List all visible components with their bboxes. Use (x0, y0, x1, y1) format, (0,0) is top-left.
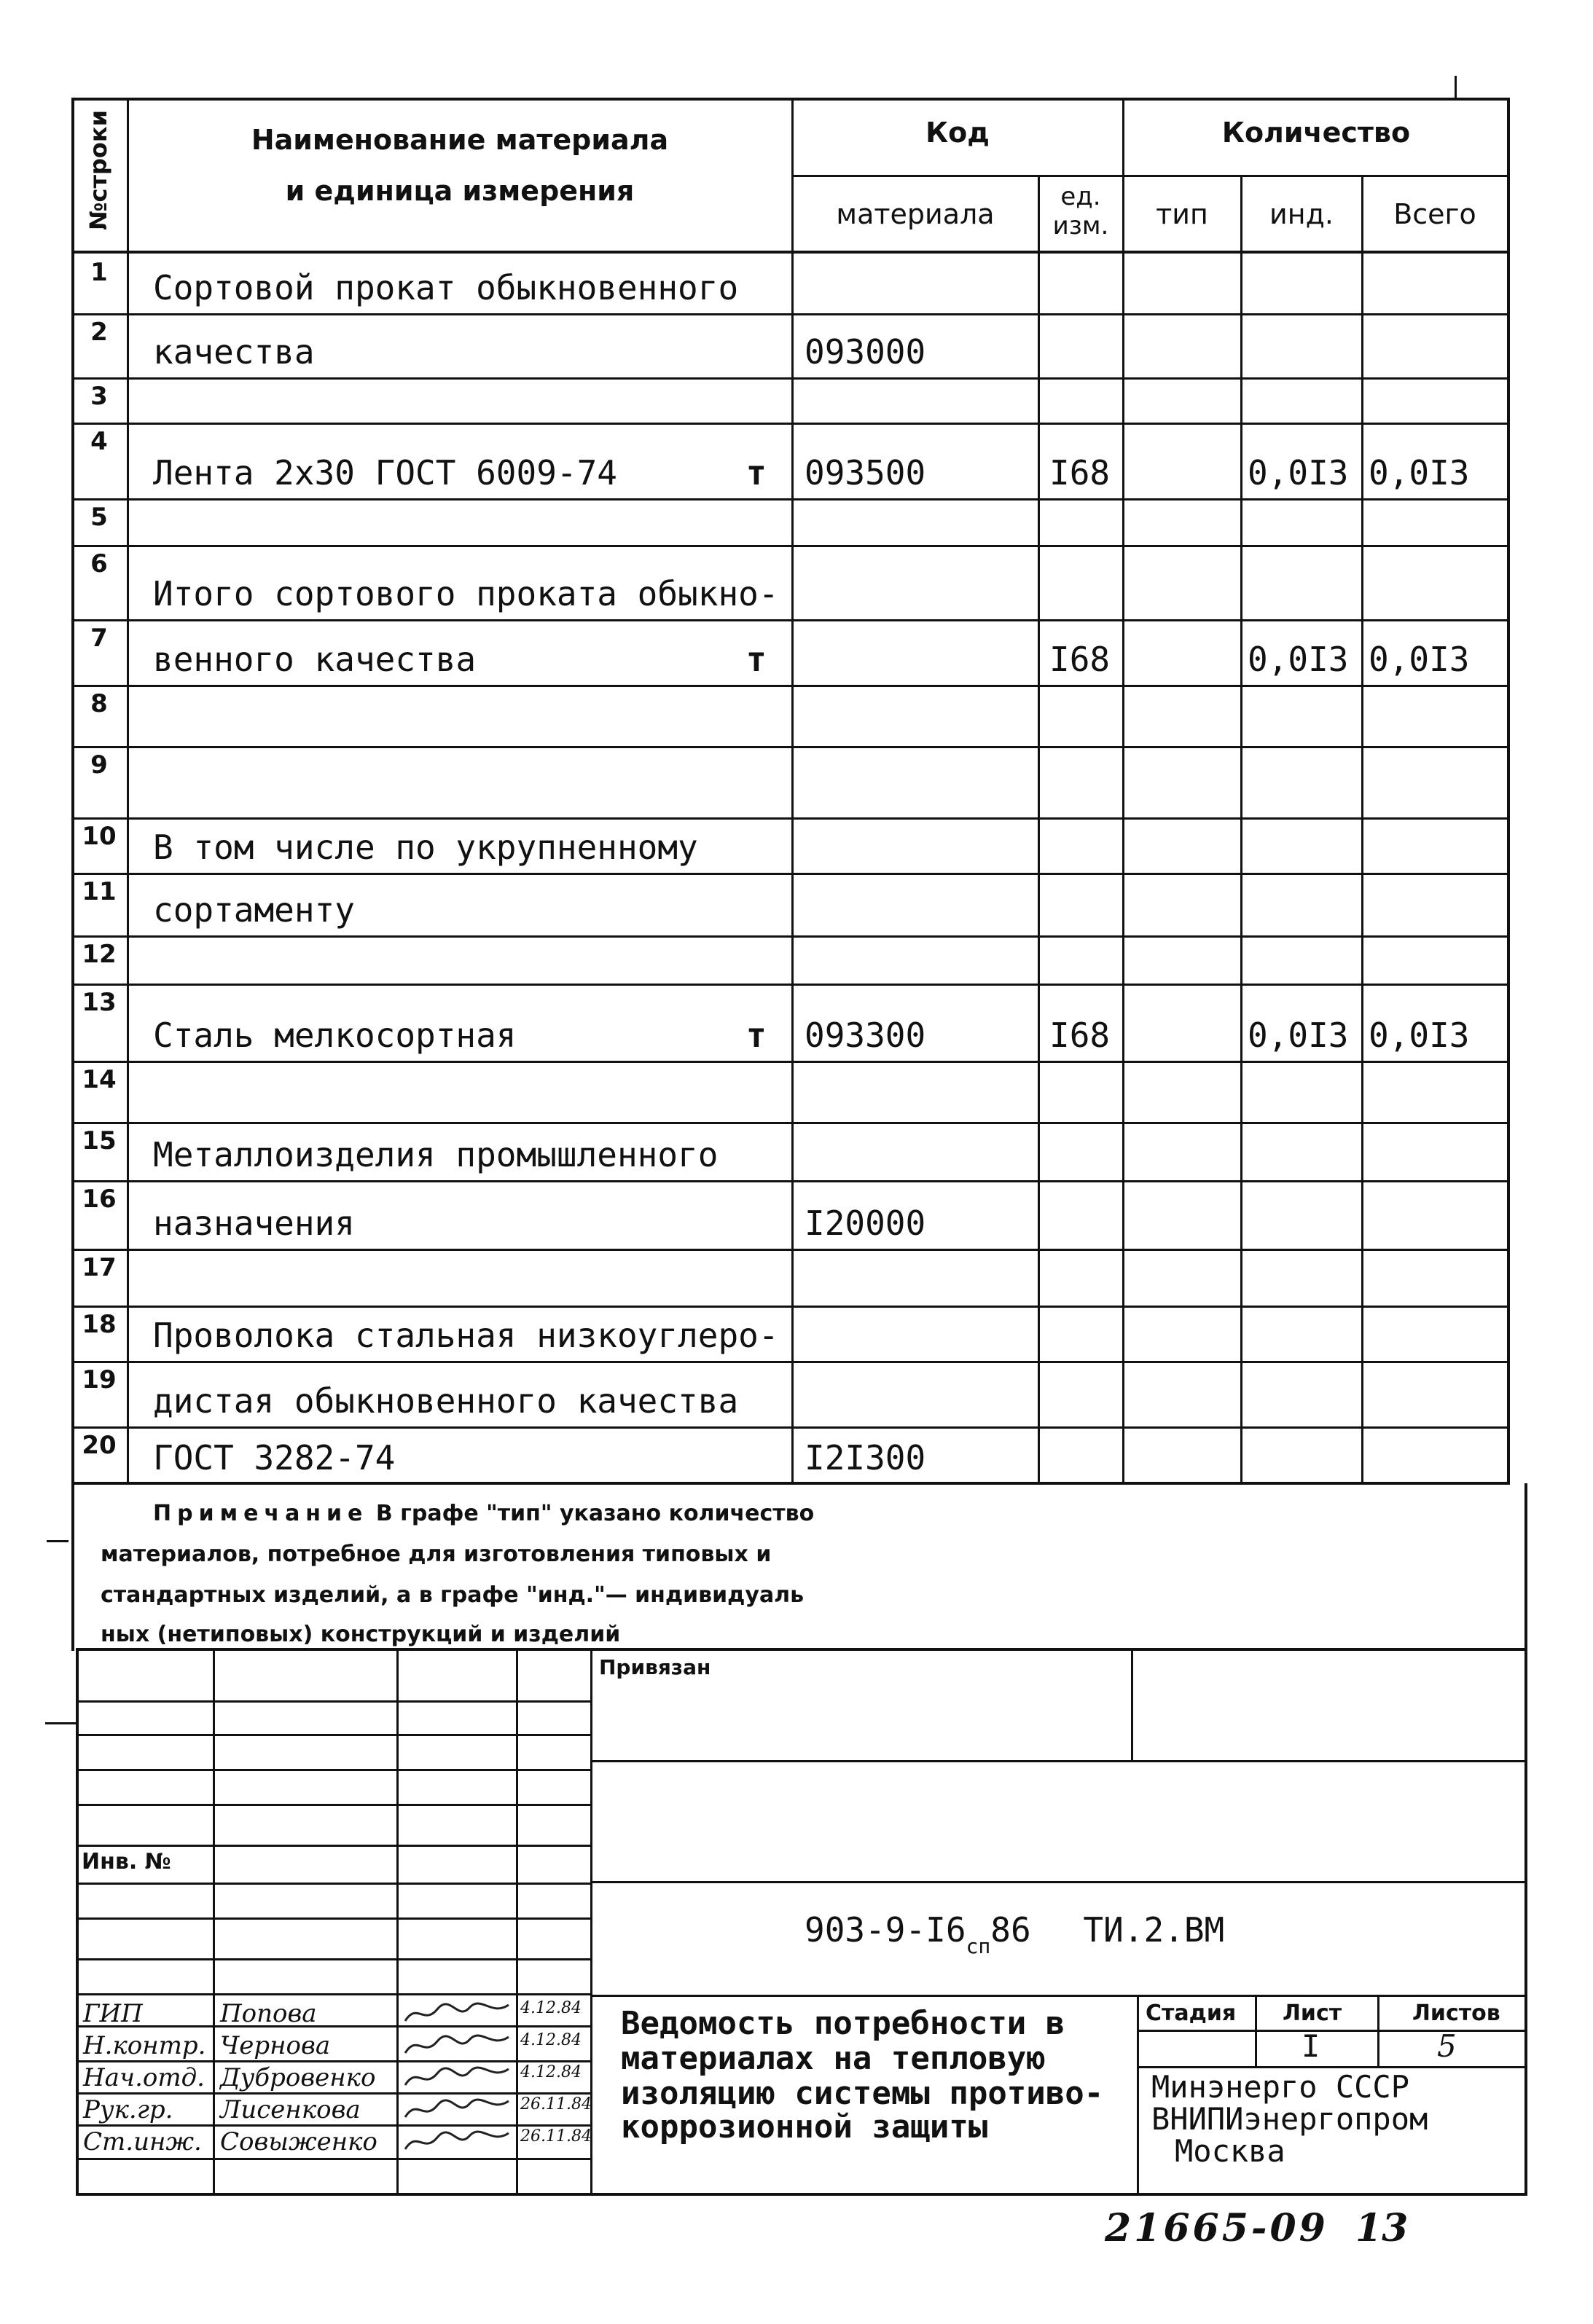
signature-name: Попова (220, 1999, 317, 2028)
signature-date: 4.12.84 (520, 2063, 582, 2081)
document-code (805, 1910, 1225, 1958)
row-number: 6 (90, 549, 108, 578)
note-lead: Примечание (153, 1501, 369, 1526)
header-material: материала (836, 198, 995, 230)
header-name-line1: Наименование материала (251, 124, 669, 156)
page-number: 13 (1355, 2206, 1409, 2250)
qty-total: 0,0I3 (1369, 1016, 1470, 1055)
sheet-value: I (1302, 2028, 1320, 2064)
row-number: 4 (90, 427, 108, 456)
signature-date: 26.11.84 (520, 2095, 592, 2113)
row-number: 20 (82, 1431, 117, 1460)
row-number: 19 (82, 1365, 117, 1394)
material-name: Лента 2х30 ГОСТ 6009-74 (153, 453, 617, 492)
qty-ind: 0,0I3 (1248, 640, 1349, 679)
unit-symbol: т (746, 1016, 767, 1055)
signature-date: 4.12.84 (520, 2031, 582, 2049)
sheets-value: 5 (1437, 2028, 1457, 2064)
row-number: 12 (82, 940, 117, 969)
unit-code: I68 (1049, 640, 1111, 679)
organization-line3: Москва (1175, 2133, 1285, 2169)
signature-name: Лисенкова (220, 2095, 361, 2124)
row-number: 5 (90, 503, 108, 532)
header-code: Код (925, 117, 990, 149)
unit-code: I68 (1049, 1016, 1111, 1055)
doc-code-year: 86 (990, 1910, 1031, 1950)
material-name: назначения (153, 1204, 355, 1243)
unit-code: I68 (1049, 453, 1111, 492)
doc-code-sub: сп (966, 1934, 991, 1958)
title-line1: Ведомость потребности в (621, 2005, 1065, 2042)
handwritten-signature (402, 2031, 512, 2060)
row-number: 10 (82, 822, 117, 851)
material-name: ГОСТ 3282-74 (153, 1438, 396, 1477)
corner-tick (1455, 76, 1457, 98)
signature-date: 4.12.84 (520, 1999, 582, 2017)
qty-ind: 0,0I3 (1248, 453, 1349, 492)
material-name: В том числе по укрупненному (153, 828, 698, 867)
material-code: I2I300 (805, 1438, 926, 1477)
qty-total: 0,0I3 (1369, 640, 1470, 679)
handwritten-signature (402, 2095, 512, 2124)
header-ind: инд. (1269, 198, 1334, 230)
row-number: 11 (82, 877, 117, 906)
inventory-number-label: Инв. № (82, 1849, 171, 1874)
title-line3: изоляцию системы противо- (621, 2075, 1104, 2112)
material-code: I20000 (805, 1204, 926, 1243)
row-number: 16 (82, 1185, 117, 1214)
signature-name: Дубровенко (220, 2063, 376, 2092)
header-total: Всего (1393, 198, 1476, 230)
material-name: венного качества (153, 640, 477, 679)
material-name: Металлоизделия промышленного (153, 1135, 719, 1174)
signature-role: Н.контр. (83, 2031, 206, 2060)
doc-mark: ТИ.2.ВМ (1083, 1910, 1225, 1950)
signature-name: Совыженко (220, 2127, 377, 2156)
header-type: тип (1156, 198, 1208, 230)
material-name: Проволока стальная низкоуглеро- (153, 1316, 779, 1355)
unit-symbol: т (746, 640, 767, 679)
note-line1 (153, 1501, 814, 1526)
signature-name: Чернова (220, 2031, 331, 2060)
material-name: качества (153, 332, 315, 372)
qty-ind: 0,0I3 (1248, 1016, 1349, 1055)
privyazan-label: Привязан (599, 1655, 711, 1679)
header-unit-line2: изм. (1052, 211, 1109, 240)
material-name: Сталь мелкосортная (153, 1016, 517, 1055)
note-line4: ных (нетиповых) конструкций и изделий (101, 1622, 621, 1647)
row-number: 2 (90, 318, 108, 347)
row-number: 14 (82, 1065, 117, 1094)
unit-symbol: т (746, 453, 767, 492)
material-code: 093000 (805, 332, 926, 372)
sheet-label: Лист (1283, 2001, 1342, 2026)
archive-number: 21665-09 (1105, 2206, 1328, 2250)
organization-line1: Минэнерго СССР (1151, 2069, 1410, 2105)
material-code: 093300 (805, 1016, 926, 1055)
row-number: 7 (90, 624, 108, 653)
handwritten-signature (402, 1999, 512, 2028)
note-line2: материалов, потребное для изготовления типовых и (101, 1542, 772, 1567)
material-name: Сортовой прокат обыкновенного (153, 268, 739, 307)
row-number: 3 (90, 382, 108, 411)
signature-role: Рук.гр. (83, 2095, 173, 2124)
note-line3: стандартных изделий, а в графе "инд."— индивидуаль (101, 1582, 805, 1608)
note-text-1: В графе "тип" указано количество (375, 1501, 815, 1526)
doc-code-main: 903-9-I6 (805, 1910, 966, 1950)
row-number: 8 (90, 689, 108, 718)
material-name: Итого сортового проката обыкно- (153, 574, 779, 613)
row-number: 13 (82, 988, 117, 1017)
header-quantity: Количество (1221, 117, 1411, 149)
signature-role: Ст.инж. (83, 2127, 202, 2156)
stage-label: Стадия (1146, 2001, 1237, 2026)
header-row-number: №строки (85, 109, 112, 230)
header-name-line2: и единица измерения (285, 175, 635, 207)
handwritten-signature (402, 2127, 512, 2156)
title-line4: коррозионной защиты (621, 2108, 988, 2146)
organization-line2: ВНИПИэнергопром (1151, 2101, 1428, 2137)
row-number: 9 (90, 750, 108, 780)
handwritten-signature (402, 2063, 512, 2092)
material-code: 093500 (805, 453, 926, 492)
material-name: сортаменту (153, 890, 355, 930)
signature-date: 26.11.84 (520, 2127, 592, 2146)
row-number: 18 (82, 1310, 117, 1339)
signature-role: Нач.отд. (83, 2063, 205, 2092)
material-name: дистая обыкновенного качества (153, 1381, 739, 1421)
signature-role: ГИП (83, 1999, 143, 2028)
qty-total: 0,0I3 (1369, 453, 1470, 492)
sheets-label: Листов (1412, 2001, 1500, 2026)
row-number: 15 (82, 1126, 117, 1155)
title-line2: материалах на тепловую (621, 2040, 1046, 2077)
row-number: 17 (82, 1253, 117, 1282)
header-unit-line1: ед. (1060, 182, 1101, 211)
row-number: 1 (90, 258, 108, 287)
